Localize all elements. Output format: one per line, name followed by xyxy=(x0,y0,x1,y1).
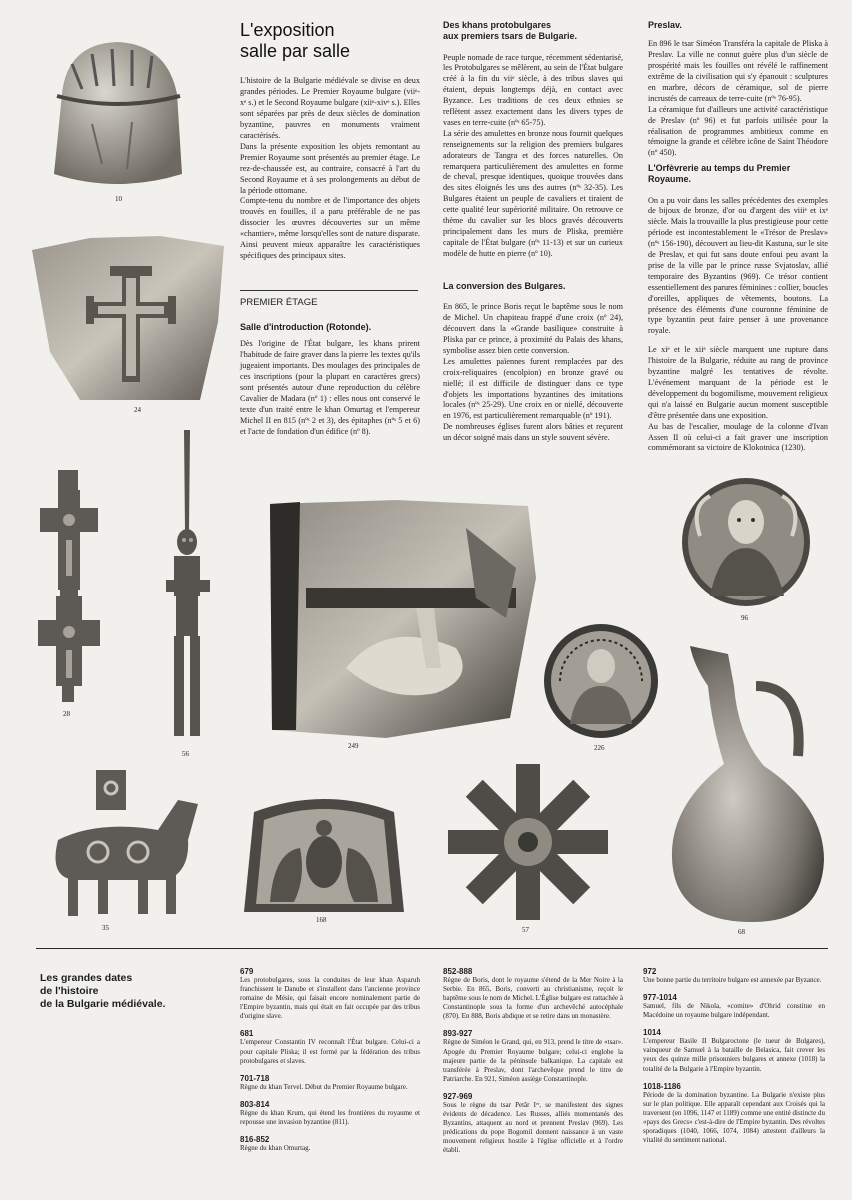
timeline-entry xyxy=(643,967,825,985)
intro-paragraph: L'histoire de la Bulgarie médiévale se divise en deux grandes périodes. Le Premier Royaume bulgare (viiᵉ-xᵉ s.) et le Second Royaume bulgare (xiiᵉ-xivᵉ s.). Elles sont séparées par près de deux siècles de domination byzantine, pauvres en monuments vraiment caractérisés. xyxy=(240,76,420,140)
stone-hut-model-image xyxy=(42,34,192,194)
timeline-year: 816-852 xyxy=(240,1135,270,1145)
timeline-year: 679 xyxy=(240,967,254,976)
bronze-figure-pin-image xyxy=(160,430,216,750)
orfevrerie-paragraph: Au bas de l'escalier, moulage de la colonne d'Ivan Assen II où celui-ci a fait graver une inscription commémorant sa victoire de Klokotnica (1230). xyxy=(648,421,828,453)
timeline-title-line1: Les grandes dates xyxy=(40,972,133,984)
caption-96: 96 xyxy=(741,614,748,622)
caption-35: 35 xyxy=(102,924,109,932)
khans-heading-line1: Des khans protobulgares xyxy=(443,20,552,30)
inscribed-rosette-image xyxy=(448,764,608,920)
preslav-section xyxy=(648,20,828,159)
timeline-title xyxy=(40,972,220,1011)
preslav-text: La céramique fut d'ailleurs une activité caractéristique de Preslav (nº 96) et fut parfois utilisée pour la réalisation de programmes ambitieux comme en témoigne la grande et célèbre icône de Saint Théodore (nº 450). xyxy=(648,104,828,158)
timeline-year: 977-1014 xyxy=(643,993,677,1003)
timeline-entry xyxy=(443,1029,623,1083)
timeline-entry xyxy=(443,1092,623,1156)
timeline-text: Sous le règne du tsar Petăr Iᵉʳ, se manifestent des signes évidents de décadence. Les Russes, alliés momentanés des Byzantins, attaquent au nord et prennent Preslav (969). Les prédications du pope Bogomil donnent naissance à un vaste mouvement religieux hostile à l'église officielle et à l'ordre établi. xyxy=(443,1100,623,1155)
timeline-year: 701-718 xyxy=(240,1073,270,1083)
timeline-title-line3: de la Bulgarie médiévale. xyxy=(40,998,166,1011)
orfevrerie-section xyxy=(648,163,828,454)
timeline-year: 1018-1186 xyxy=(643,1081,681,1091)
timeline-text: Samuel, fils de Nikola, «comite» d'Ohrid constitue en Macédoine un royaume bulgare indépendant. xyxy=(643,1002,825,1020)
caption-68: 68 xyxy=(738,928,745,936)
conversion-section xyxy=(443,281,623,444)
intro-paragraph: Dans la présente exposition les objets remontant au Premier Royaume sont présentés au premier étage. Le rez-de-chaussée est, au contraire, consacré à l'art du Second Royaume et à ses prolongements au début de la période ottomane. xyxy=(240,141,420,195)
khans-heading-line2: aux premiers tsars de Bulgarie. xyxy=(443,31,578,42)
horse-amulet-image xyxy=(38,770,204,918)
ceramic-jug-image xyxy=(668,646,828,922)
capital-with-cross-image xyxy=(30,232,226,402)
timeline-year: 1014 xyxy=(643,1028,661,1038)
caption-24: 24 xyxy=(134,406,141,414)
caption-10: 10 xyxy=(115,195,122,203)
khans-paragraph: La série des amulettes en bronze nous fournit quelques renseignements sur la religion des premiers bulgares adorateurs de Tangra et des forces naturelles. On remarquera particulièrement des amulettes en forme de cheval, presque identiques, quoique trouvées dans des sites éloignés les uns des autres (nºˢ 32-35). Les Bulgares étaient un peuple de cavaliers et tiraient de cette qualité leur supériorité militaire. On retrouve ce thème du cavalier sur les blocs gravés découverts principalement dans les murs de Pliska, première capitale de l'État bulgare (nºˢ 11-13) et sur un curieux modèle de hutte en pierre (nº 10). xyxy=(443,128,623,258)
timeline-entry xyxy=(240,1135,420,1153)
timeline-text: Règne du khan Krum, qui étend les frontières du royaume et repousse une invasion byzantine (811). xyxy=(240,1108,420,1126)
carved-birds-tile-image xyxy=(244,792,404,916)
timeline-year: 803-814 xyxy=(240,1099,270,1109)
timeline-text: Période de la domination byzantine. La Bulgarie n'existe plus sur le plan politique. Elle apparaît cependant aux Croisés qui la traversent (en 1096, 1147 et 1189) comme une entité distincte du «pays des Grecs» c'est-à-dire de l'Empire byzantin. Des révoltes sporadiques (1040, 1066, 1074, 1084) attestent d'ailleurs la vitalité du sentiment national. xyxy=(643,1090,825,1145)
orfevrerie-paragraph: On a pu voir dans les salles précédentes des exemples de bijoux de bronze, d'or ou d'argent des viiiᵉ et ixᵉ siècle. Mais la trouvaille la plus prestigieuse pour cette période est incontestablement le «Trésor de Preslav» (nºˢ 156-190), découvert au lieu-dit Kastuna, sur le site de Preslav, et qui fut sans doute enfoui peu avant la prise de la ville par le prince russe Svjatoslav, allié temporaire des Byzantins (969). Ce trésor contient essentiellement des parures féminines : collier, boucles d'oreilles, appliques de vêtements, boutons. La présence des éléments d'une couronne féminine de type byzantin peut faire penser à une provenance royale. xyxy=(648,195,828,336)
khans-paragraph: Peuple nomade de race turque, récemment sédentarisé, les Protobulgares se mêlèrent, au sein de l'État bulgare créé à la fin du viiᵉ siècle, à des tribus slaves qui étaient, depuis longtemps déjà, en contact avec Byzance. Les traditions de ces deux ethnies se reflètent assez exactement dans les divers types de vases en terre-cuite (nºˢ 65-75). xyxy=(443,52,623,127)
timeline-text: Règne du khan Omurtag. xyxy=(240,1144,311,1153)
preslav-heading: Preslav. xyxy=(648,20,682,30)
timeline-column-2 xyxy=(443,967,623,1164)
caption-249: 249 xyxy=(348,742,359,750)
khans-section xyxy=(443,20,623,260)
timeline-entry xyxy=(643,993,825,1020)
timeline-text: Règne de Siméon le Grand, qui, en 913, prend le titre de «tsar». Apogée du Premier Royaume bulgare; celui-ci englobe la majeure partie de la péninsule balkanique. La capitale est transférée à Preslav, dont l'archevêque prend le titre de Patriarche. En 921, Siméon assiège Constantinople. xyxy=(443,1038,623,1083)
caption-57: 57 xyxy=(522,926,529,934)
intro-paragraph: Compte-tenu du nombre et de l'importance des objets trouvés en fouilles, il a paru préférable de ne pas dissocier les œuvres découvertes sur un même «chantier», même lorsqu'elles sont de nature disparate. Ainsi peuvent mieux apparaître les caractéristiques spécifiques des principaux sites. xyxy=(240,196,420,260)
salle-introduction-text: Dès l'origine de l'État bulgare, les khans prirent l'habitude de faire graver dans la pierre les textes qu'ils jugeaient importants. Des moulages des principales de ces inscriptions (pour la plupart en caractères grecs) sont présentés autour d'une reproduction du célèbre Cavalier de Madara (nº 1) : elles nous ont conservé le texte d'un traité entre le khan Omurtag et l'empereur Michel II en 815 (nºˢ 2 et 3), des épitaphes (nºˢ 5 et 6) et l'acte de fondation d'un édifice (nº 8). xyxy=(240,339,420,436)
timeline-divider xyxy=(36,948,828,949)
timeline-text: Une bonne partie du territoire bulgare est annexée par Byzance. xyxy=(643,976,822,984)
timeline-entry xyxy=(443,967,623,1021)
conversion-paragraph: Les amulettes païennes furent remplacées par des croix-reliquaires (encolpion) en bronze gravé ou niellé; il est difficile de distinguer dans ce type d'objets les importations byzantines des imitations locales (nºˢ 25-29). Une croix en or niellé, découverte en 1976, est particulièrement remarquable (nº 191). xyxy=(443,356,623,421)
timeline-year: 893-927 xyxy=(443,1029,473,1039)
floor-label: PREMIER ÉTAGE xyxy=(240,297,318,308)
timeline-title-line2: de l'histoire xyxy=(40,985,99,998)
exhibition-title-line2: salle par salle xyxy=(240,41,351,62)
orfevrerie-paragraph: Le xiᵉ et le xiiᵉ siècle marquent une rupture dans l'histoire de la Bulgarie, réduite au rang de province byzantine malgré les tentatives de révolte. L'événement marquant de la période est le développement du bogomilisme, mouvement religieux qui n'a laissé en Bulgarie aucun moment susceptible d'être présentée dans une exposition. xyxy=(648,345,828,420)
timeline-entry xyxy=(643,1082,825,1146)
timeline-text: L'empereur Basile II Bulgaroctone (le tueur de Bulgares), vainqueur de Samuel à la bataille de Belasica, fait crever les yeux des quinze mille prisonniers bulgares et annexe (1018) la totalité de la Bulgarie à l'Empire byzantin. xyxy=(643,1037,825,1073)
section-divider xyxy=(240,290,418,291)
timeline-entry xyxy=(240,967,420,1021)
salle-introduction-heading: Salle d'introduction (Rotonde). xyxy=(240,322,372,332)
ceramic-icon-medallion-image xyxy=(680,476,812,608)
carved-horseman-block-image xyxy=(266,498,538,740)
timeline-entry xyxy=(240,1029,420,1065)
orfevrerie-heading: L'Orfèvrerie au temps du Premier Royaume. xyxy=(648,163,791,185)
timeline-year: 972 xyxy=(643,967,657,976)
timeline-column-1 xyxy=(240,967,420,1161)
timeline-entry xyxy=(240,1074,420,1092)
timeline-year: 852-888 xyxy=(443,967,473,976)
seal-coin-image xyxy=(542,622,660,740)
timeline-year: 927-969 xyxy=(443,1091,473,1101)
intro-section xyxy=(240,20,420,262)
timeline-entry xyxy=(643,1028,825,1073)
reliquary-cross-image xyxy=(36,470,102,706)
caption-56: 56 xyxy=(182,750,189,758)
timeline-text: Les protobulgares, sous la conduites de leur khan Asparuh franchissent le Danube et s'installent dans l'ancienne province romaine de Mésie, qui faisait encore nominalement partie de l'Empire byzantin, mais qui était en fait occupée par des tribus d'origine slave. xyxy=(240,976,420,1021)
timeline-text: Règne de Boris, dont le royaume s'étend de la Mer Noire à la Serbie. En 865, Boris, converti au christianisme, reçoit le baptême sous le nom de Michel. L'Église bulgare est rattachée à Constantinople sous la forme d'un archevêché autocéphale (870). En 888, Boris abdique et se retire dans un monastère. xyxy=(443,976,623,1021)
caption-28: 28 xyxy=(63,710,70,718)
timeline-text: Règne du khan Tervel. Début du Premier Royaume bulgare. xyxy=(240,1082,408,1091)
conversion-paragraph: De nombreuses églises furent alors bâties et reçurent un décor soigné mais dans un style souvent sévère. xyxy=(443,422,623,443)
caption-226: 226 xyxy=(594,744,605,752)
preslav-text: En 896 le tsar Siméon Transféra la capitale de Pliska à Preslav. La ville ne connut guère plus d'un siècle de prospérité mais les fouilles ont révélé le raffinement extrême de la civilisation qui s'y épanouit : sculptures en marbre, décors de céramique, sol de pierre incrustés de carreaux de terre-cuite (nºˢ 76-95). xyxy=(648,39,828,103)
exhibition-title-line1: L'exposition xyxy=(240,20,335,40)
timeline-text: L'empereur Constantin IV reconnaît l'État bulgare. Celui-ci a pour capitale Pliska; il est formé par la fédération des tribus protobulgares et slaves. xyxy=(240,1038,420,1065)
timeline-column-3 xyxy=(643,967,825,1153)
conversion-heading: La conversion des Bulgares. xyxy=(443,281,566,291)
conversion-paragraph: En 865, le prince Boris reçut le baptême sous le nom de Michel. Un chapiteau frappé d'une croix (nº 24), découvert dans la «Grande basilique» construite à Pliska par ce prince, à proximité du Palais des khans, symbolise assez bien cette conversion. xyxy=(443,302,623,355)
caption-168: 168 xyxy=(316,916,327,924)
timeline-entry xyxy=(240,1100,420,1127)
timeline-year: 681 xyxy=(240,1029,254,1039)
premier-etage-section xyxy=(240,297,420,437)
